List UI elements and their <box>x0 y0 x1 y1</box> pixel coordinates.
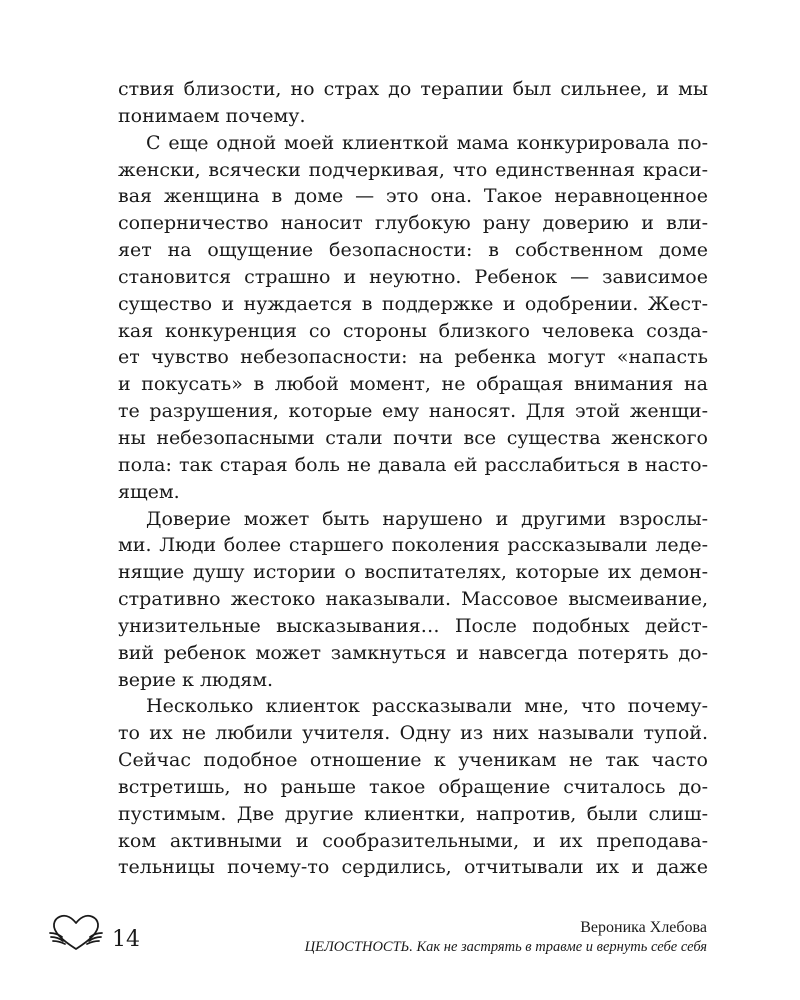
text-line: вий ребенок может замкнуться и навсегда потерять до- <box>118 641 708 664</box>
text-line: ны небезопасными стали почти все существа женского <box>118 426 708 449</box>
text-line: те разрушения, которые ему наносят. Для этой женщи- <box>118 400 708 423</box>
text-line: женски, всячески подчеркивая, что единственная краси- <box>118 158 708 181</box>
text-line: ящем. <box>118 480 180 503</box>
text-line: то их не любили учителя. Одну из них называли тупой. <box>118 722 708 745</box>
text-line: пустимым. Две другие клиентки, напротив, были слиш- <box>118 802 708 825</box>
footer-book-title: ЦЕЛОСТНОСТЬ. Как не застрять в травме и вернуть себе себя <box>304 939 707 955</box>
text-line: и покусать» в любой момент, не обращая внимания на <box>118 373 708 396</box>
text-line: встретишь, но раньше такое обращение считалось до- <box>118 775 708 798</box>
text-line: яет на ощущение безопасности: в собственном доме <box>118 239 708 262</box>
text-line: пола: так старая боль не давала ей расслабиться в насто- <box>118 453 708 476</box>
page-body <box>118 76 708 881</box>
footer-author: Вероника Хлебова <box>580 919 707 936</box>
text-line: нящие душу истории о воспитателях, которые их демон- <box>118 561 708 584</box>
text-line: унизительные высказывания… После подобных дейст- <box>118 614 708 637</box>
text-line: вая женщина в доме — это она. Такое неравноценное <box>118 185 708 208</box>
text-line: верие к людям. <box>118 668 274 691</box>
text-line: С еще одной моей клиенткой мама конкурировала по- <box>146 131 708 154</box>
text-line: понимаем почему. <box>118 104 306 127</box>
text-line: соперничество наносит глубокую рану доверию и вли- <box>118 212 708 235</box>
text-line: стративно жестоко наказывали. Массовое высмеивание, <box>118 588 708 611</box>
text-line: ми. Люди более старшего поколения рассказывали леде- <box>118 534 708 557</box>
text-line: ком активными и сообразительными, и их преподава- <box>118 829 708 852</box>
text-line: кая конкуренция со стороны близкого человека созда- <box>118 319 708 342</box>
text-line: Сейчас подобное отношение к ученикам не так часто <box>118 749 708 772</box>
text-line: становится страшно и неуютно. Ребенок — зависимое <box>118 265 708 288</box>
heart-hands-icon <box>48 913 104 953</box>
page-footer <box>0 905 800 975</box>
page-number: 14 <box>112 927 140 952</box>
text-line: ствия близости, но страх до терапии был сильнее, и мы <box>118 78 708 100</box>
text-line: ет чувство небезопасности: на ребенка могут «напасть <box>118 346 708 369</box>
text-line: Несколько клиенток рассказывали мне, что почему- <box>146 695 708 718</box>
text-line: тельницы почему-то сердились, отчитывали их и даже <box>118 856 708 879</box>
text-line: Доверие может быть нарушено и другими взрослы- <box>146 507 708 530</box>
text-line: существо и нуждается в поддержке и одобрении. Жест- <box>118 292 708 315</box>
